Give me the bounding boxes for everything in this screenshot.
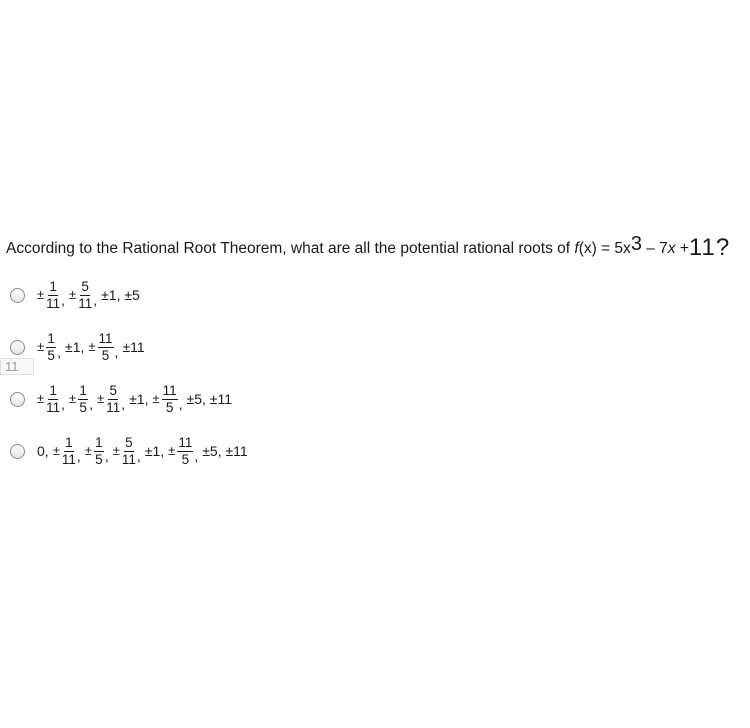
option-a-content	[37, 280, 144, 310]
option-mid: ±1,	[65, 339, 85, 355]
denominator: 5	[165, 399, 174, 415]
fraction	[162, 384, 178, 414]
numerator: 5	[125, 435, 133, 450]
numerator: 11	[162, 383, 177, 398]
numerator: 5	[81, 279, 89, 294]
denominator: 11	[46, 295, 61, 311]
option-tail: ±1, ±5	[101, 287, 140, 303]
fraction	[177, 436, 193, 466]
numerator: 1	[95, 435, 103, 450]
fraction	[62, 436, 76, 466]
minus-term: – 7	[641, 240, 668, 257]
comma: ,	[89, 396, 94, 412]
option-tail: ±5, ±11	[202, 443, 248, 459]
question-mark: ?	[715, 234, 731, 261]
radio-button-b[interactable]	[10, 340, 25, 355]
numerator: 1	[47, 331, 55, 346]
x-variable: x	[667, 240, 676, 257]
comma: ,	[57, 344, 62, 360]
denominator: 5	[101, 347, 110, 363]
radio-button-c[interactable]	[10, 392, 25, 407]
plus-minus-sign: ±	[37, 390, 45, 406]
denominator: 5	[181, 451, 190, 467]
denominator: 5	[47, 347, 55, 363]
plus-minus-sign: ±	[84, 442, 92, 458]
fraction	[106, 384, 120, 414]
plus-minus-sign: ±	[37, 286, 45, 302]
fraction	[46, 332, 56, 362]
plus-minus-sign: ±	[152, 390, 160, 406]
plus-minus-sign: ±	[168, 442, 176, 458]
comma: ,	[61, 396, 66, 412]
numerator: 1	[65, 435, 73, 450]
numerator: 1	[49, 279, 57, 294]
option-mid: ±1,	[144, 443, 165, 459]
denominator: 11	[78, 295, 93, 311]
option-b-content	[37, 332, 149, 362]
floating-label-11: 11	[0, 358, 34, 375]
plus-sign: +	[675, 240, 689, 257]
answer-option-c[interactable]	[10, 377, 236, 421]
comma: ,	[104, 448, 109, 464]
denominator: 11	[61, 451, 76, 467]
plus-minus-sign: ±	[112, 442, 120, 458]
question-prefix: According to the Rational Root Theorem, what are all the potential rational roots of	[6, 240, 575, 257]
comma: ,	[194, 448, 199, 464]
option-tail: ±11	[122, 339, 145, 355]
radio-button-a[interactable]	[10, 288, 25, 303]
numerator: 1	[79, 383, 87, 398]
option-c-content	[37, 384, 236, 414]
fraction	[46, 384, 60, 414]
numerator: 5	[109, 383, 117, 398]
answer-option-d[interactable]	[10, 429, 252, 473]
numerator: 11	[178, 435, 193, 450]
option-mid: ±1,	[129, 391, 149, 407]
fraction	[46, 280, 60, 310]
constant-term: 11	[688, 234, 716, 261]
fraction	[78, 280, 92, 310]
fraction	[78, 384, 88, 414]
plus-minus-sign: ±	[37, 338, 45, 354]
comma: ,	[114, 344, 119, 360]
denominator: 11	[46, 399, 61, 415]
question-text	[6, 232, 746, 264]
equation-part: = 5x	[596, 240, 631, 257]
denominator: 11	[121, 451, 136, 467]
plus-minus-sign: ±	[52, 442, 60, 458]
plus-minus-sign: ±	[97, 390, 105, 406]
option-lead: 0,	[37, 443, 49, 459]
plus-minus-sign: ±	[69, 286, 77, 302]
numerator: 1	[49, 383, 57, 398]
option-d-content	[37, 436, 252, 466]
comma: ,	[121, 396, 126, 412]
fraction	[122, 436, 136, 466]
numerator: 11	[98, 331, 113, 346]
fraction	[98, 332, 114, 362]
exponent: 3	[630, 233, 642, 255]
comma: ,	[93, 292, 98, 308]
comma: ,	[76, 448, 81, 464]
function-arg: (x)	[578, 240, 597, 257]
comma: ,	[178, 396, 183, 412]
option-tail: ±5, ±11	[186, 391, 232, 407]
comma: ,	[61, 292, 66, 308]
function-name: f	[574, 240, 579, 257]
fraction	[94, 436, 104, 466]
plus-minus-sign: ±	[69, 390, 77, 406]
radio-button-d[interactable]	[10, 444, 25, 459]
answer-option-a[interactable]	[10, 273, 144, 317]
denominator: 11	[106, 399, 121, 415]
denominator: 5	[95, 451, 103, 467]
comma: ,	[136, 448, 141, 464]
plus-minus-sign: ±	[88, 338, 96, 354]
denominator: 5	[79, 399, 87, 415]
